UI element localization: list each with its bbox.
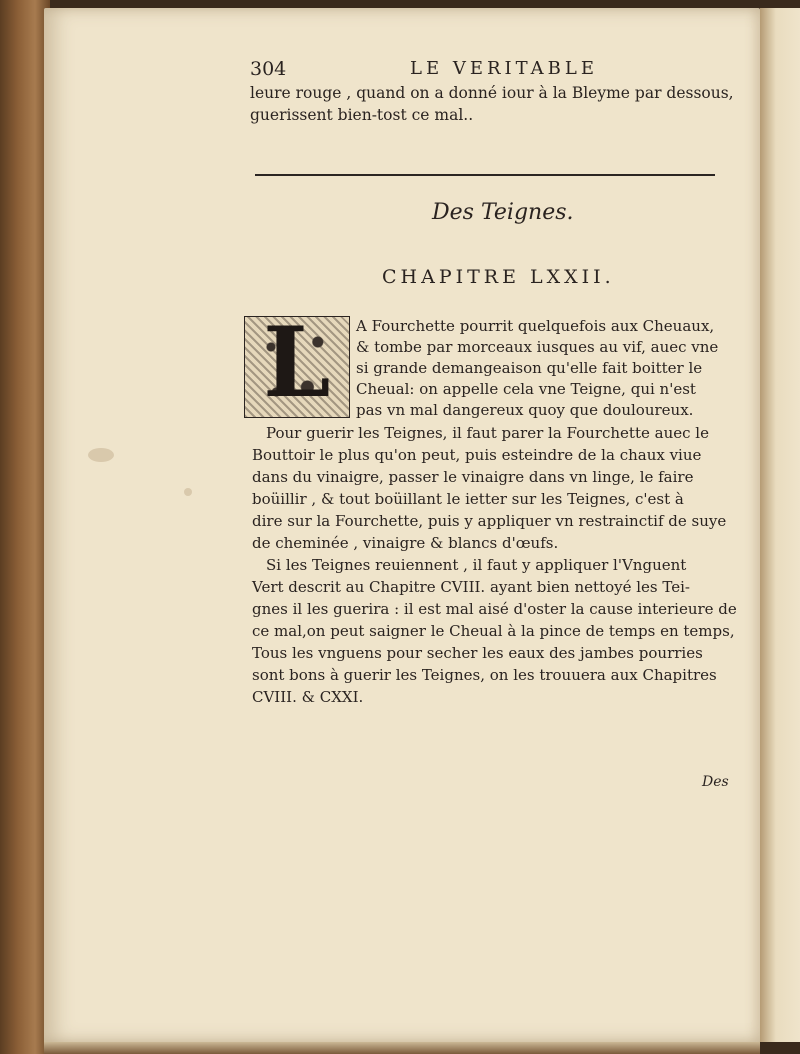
text-line: Cheual: on appelle cela vne Teigne, qui n'est (356, 380, 696, 398)
decorated-initial (244, 306, 350, 419)
text-line: ce mal,on peut saigner le Cheual à la pince de temps en temps, (252, 622, 735, 640)
text-line: A Fourchette pourrit quelquefois aux Cheuaux, (356, 317, 715, 335)
section-title: Des Teignes. (432, 200, 574, 225)
book-spine (0, 0, 50, 1054)
paper-stain (184, 488, 192, 496)
text-line: pas vn mal dangereux quoy que douloureux. (356, 401, 694, 419)
next-page-edge (760, 8, 800, 1042)
text-line: dans du vinaigre, passer le vinaigre dans vn linge, le faire (252, 468, 694, 486)
chapter-title: CHAPITRE LXXII. (382, 266, 615, 288)
text-line: Si les Teignes reuiennent , il faut y appliquer l'Vnguent (266, 556, 687, 574)
text-line: dire sur la Fourchette, puis y appliquer vn restrainctif de suye (252, 512, 727, 530)
running-head: LE VERITABLE (410, 58, 598, 79)
text-line: Tous les vnguens pour secher les eaux des jambes pourries (252, 644, 703, 662)
text-line: Vert descrit au Chapitre CVIII. ayant bien nettoyé les Tei- (252, 578, 690, 596)
page-bottom-edge (44, 1040, 760, 1054)
text-line: & tombe par morceaux iusques au vif, auec vne (356, 338, 719, 356)
text-line: sont bons à guerir les Teignes, on les trouuera aux Chapitres (252, 666, 717, 684)
carry-over-line: guerissent bien-tost ce mal.. (250, 106, 474, 124)
section-divider (255, 174, 715, 176)
text-line: de cheminée , vinaigre & blancs d'œufs. (252, 534, 559, 552)
catchword: Des (702, 774, 729, 790)
page-number: 304 (250, 58, 287, 80)
text-line: boüillir , & tout boüillant le ietter sur les Teignes, c'est à (252, 490, 684, 508)
text-line: Bouttoir le plus qu'on peut, puis esteindre de la chaux viue (252, 446, 702, 464)
carry-over-line: leure rouge , quand on a donné iour à la Bleyme par dessous, (250, 84, 734, 102)
text-line: si grande demangeaison qu'elle fait boitter le (356, 359, 703, 377)
text-line: Pour guerir les Teignes, il faut parer la Fourchette auec le (266, 424, 709, 442)
drop-cap-letter: L (263, 306, 331, 419)
text-line: CVIII. & CXXI. (252, 688, 364, 706)
paper-stain (88, 448, 114, 462)
text-line: gnes il les guerira : il est mal aisé d'oster la cause interieure de (252, 600, 737, 618)
